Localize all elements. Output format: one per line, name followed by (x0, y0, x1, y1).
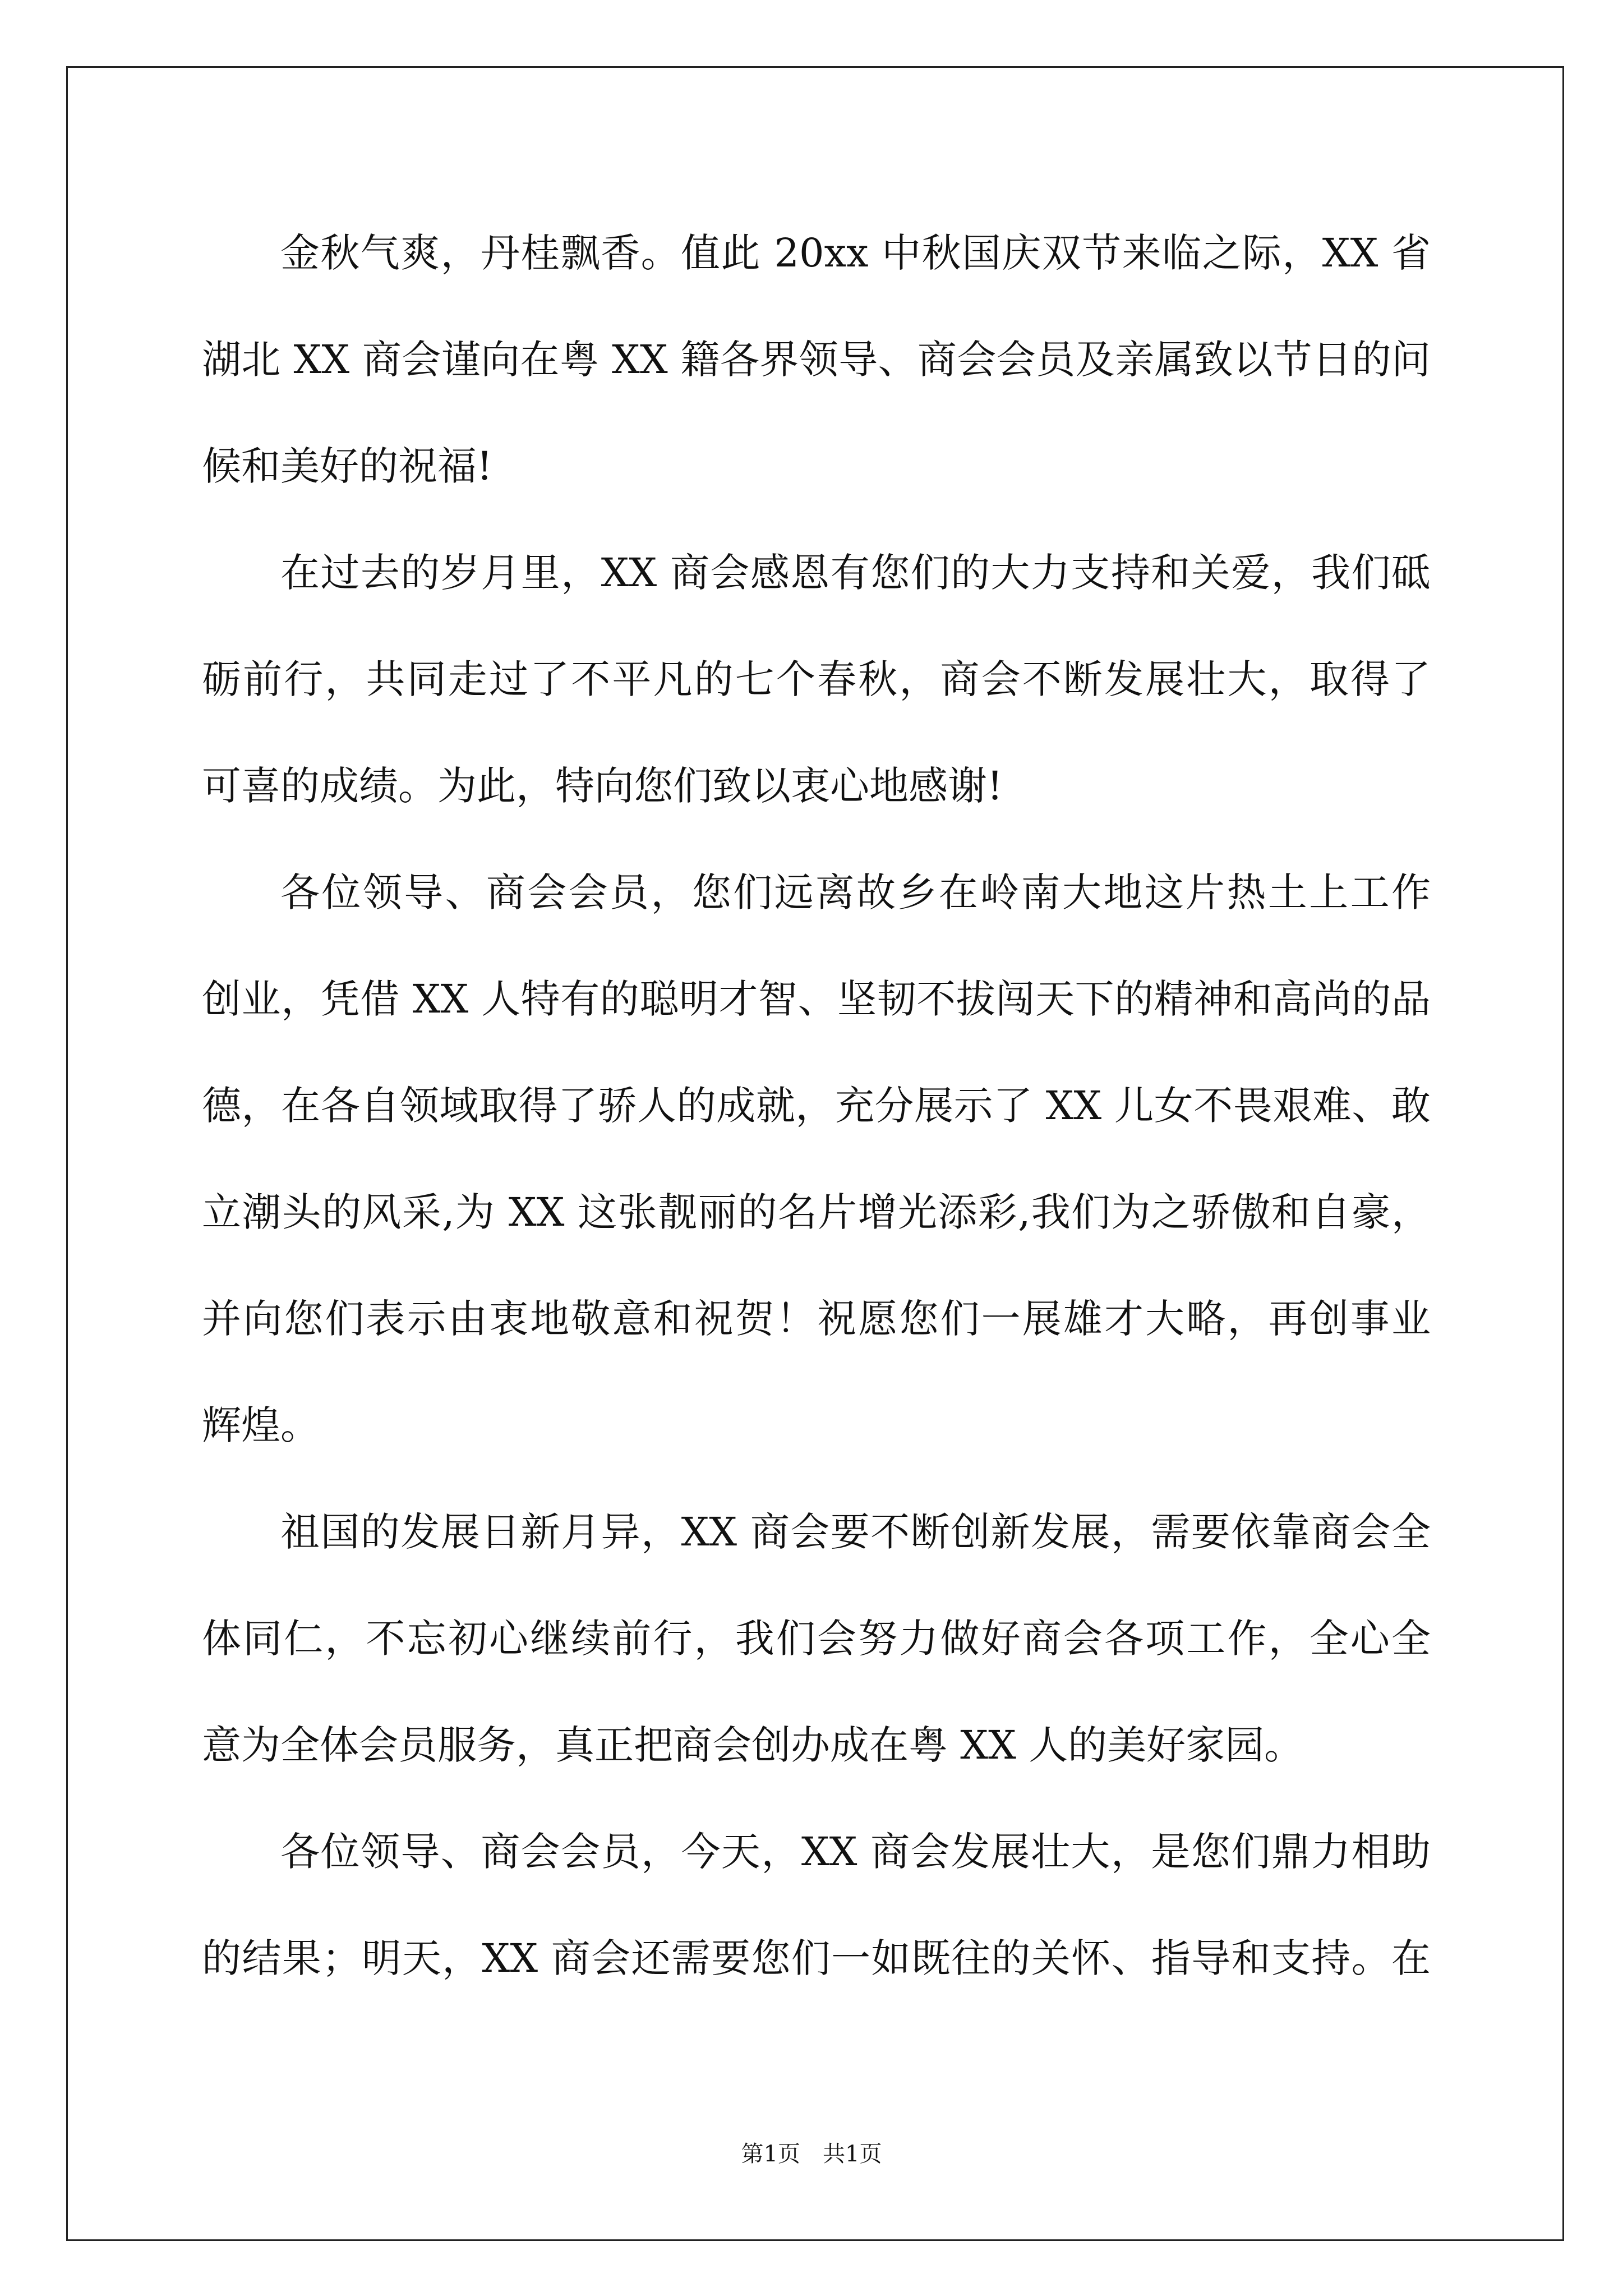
text-line: 德，在各自领域取得了骄人的成就，充分展示了 XX 儿女不畏艰难、敢 (202, 1083, 1431, 1129)
text-line: 金秋气爽，丹桂飘香。值此 20xx 中秋国庆双节来临之际，XX 省 (280, 230, 1431, 276)
text-line: 可喜的成绩。为此，特向您们致以衷心地感谢! (202, 763, 1003, 809)
paragraph (202, 200, 1431, 519)
paragraph (202, 839, 1431, 1479)
text-line: 体同仁，不忘初心继续前行，我们会努力做好商会各项工作，全心全 (202, 1616, 1431, 1662)
text-line: 祖国的发展日新月异，XX 商会要不断创新发展，需要依靠商会全 (280, 1509, 1431, 1555)
text-line: 在过去的岁月里，XX 商会感恩有您们的大力支持和关爱，我们砥 (280, 550, 1431, 596)
text-line: 湖北 XX 商会谨向在粤 XX 籍各界领导、商会会员及亲属致以节日的问 (202, 337, 1431, 383)
text-line: 各位领导、商会会员，今天，XX 商会发展壮大，是您们鼎力相助 (280, 1829, 1431, 1875)
text-line: 辉煌。 (202, 1402, 320, 1448)
text-line: 砺前行，共同走过了不平凡的七个春秋，商会不断发展壮大，取得了 (202, 656, 1431, 702)
paragraph (202, 1479, 1431, 1798)
document-body (202, 200, 1431, 2012)
text-line: 各位领导、商会会员，您们远离故乡在岭南大地这片热土上工作 (280, 869, 1431, 915)
text-line: 的结果；明天，XX 商会还需要您们一如既往的关怀、指导和支持。在 (202, 1935, 1431, 1981)
text-line: 创业，凭借 XX 人特有的聪明才智、坚韧不拔闯天下的精神和高尚的品 (202, 976, 1431, 1022)
text-line: 立潮头的风采,为 XX 这张靓丽的名片增光添彩,我们为之骄傲和自豪， (202, 1189, 1431, 1235)
text-line: 并向您们表示由衷地敬意和祝贺！祝愿您们一展雄才大略，再创事业 (202, 1296, 1431, 1342)
paragraph (202, 519, 1431, 839)
page-number: 第1页 共1页 (741, 2141, 882, 2167)
text-line: 候和美好的祝福! (202, 443, 493, 489)
text-line: 意为全体会员服务，真正把商会创办成在粤 XX 人的美好家园。 (202, 1722, 1304, 1768)
paragraph (202, 1798, 1431, 2012)
